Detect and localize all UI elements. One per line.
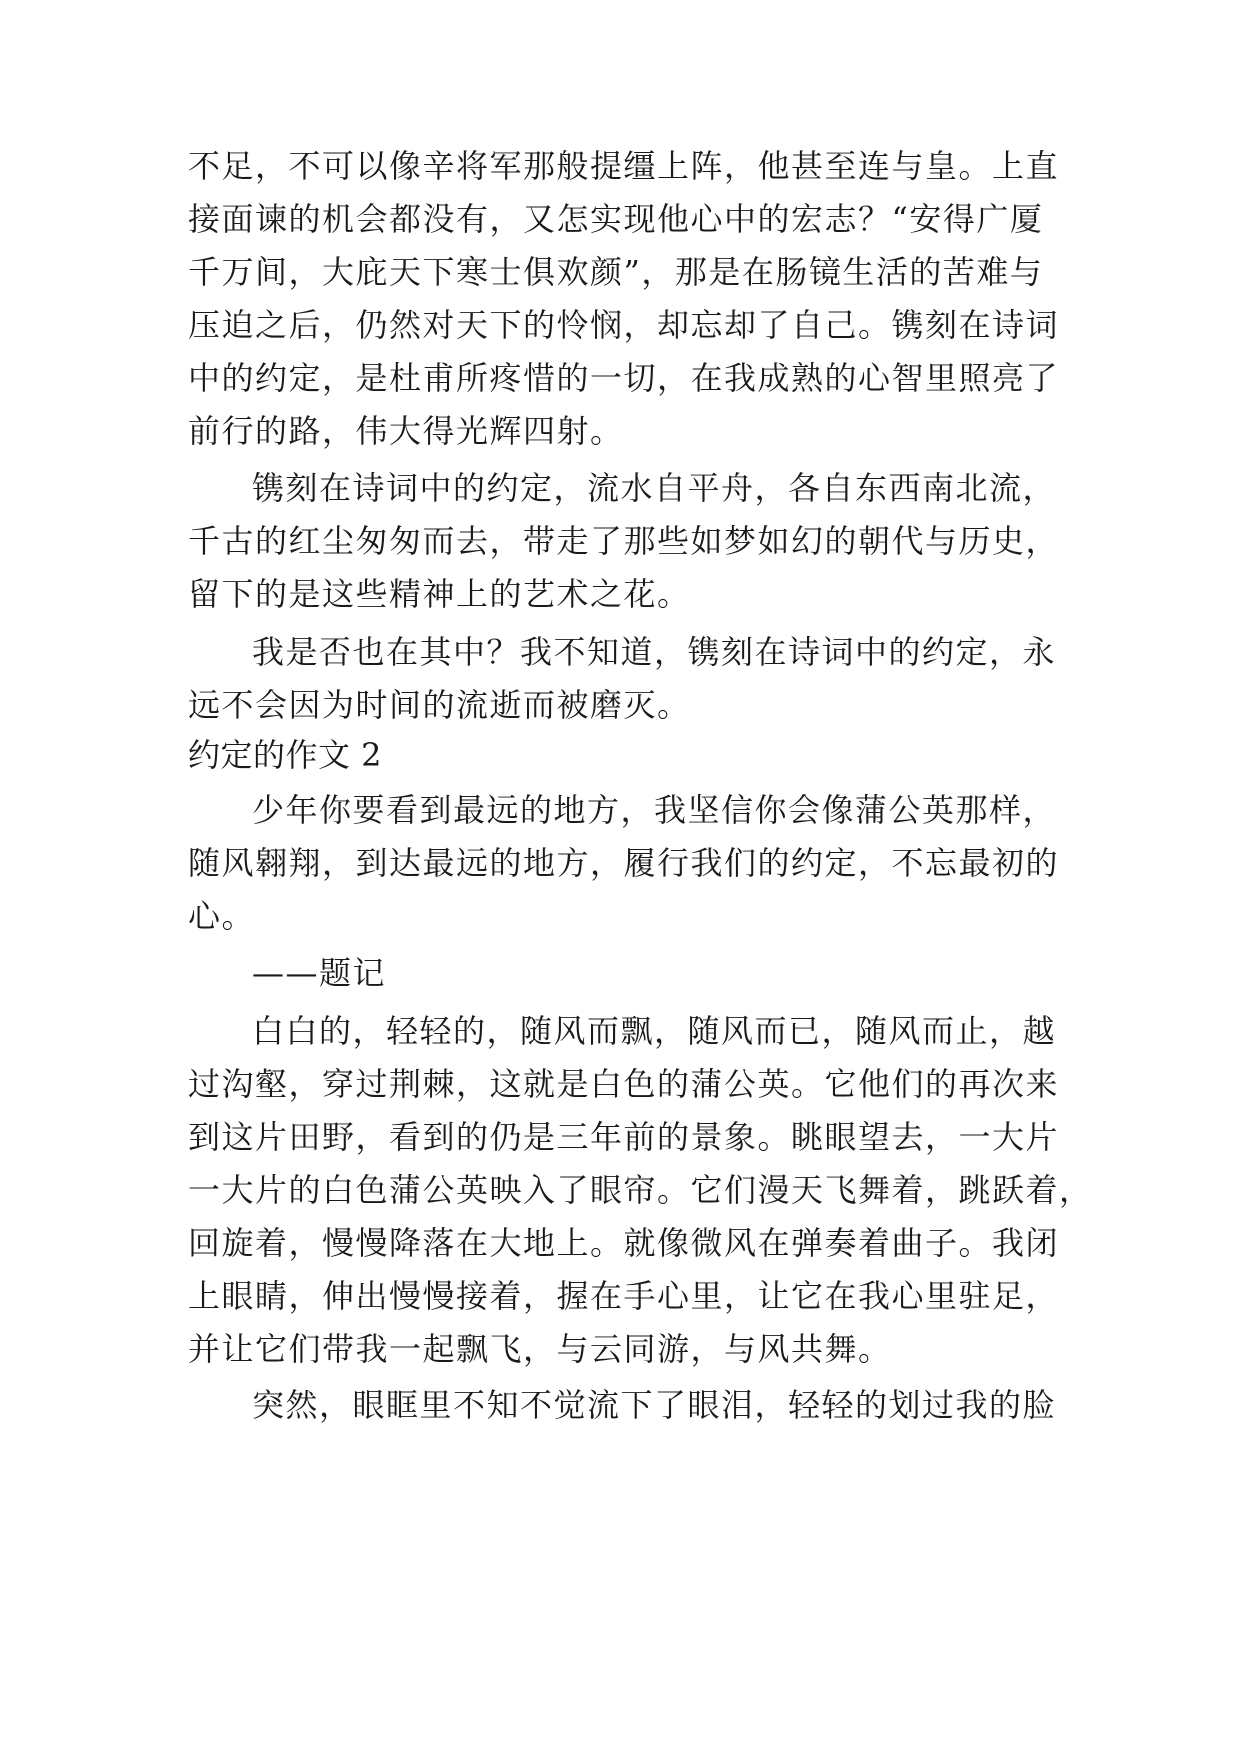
- text-line: 千古的红尘匆匆而去，带走了那些如梦如幻的朝代与历史，: [188, 522, 1060, 560]
- text-line: 白白的，轻轻的，随风而飘，随风而已，随风而止，越: [252, 1012, 1057, 1050]
- text-line: 千万间，大庇天下寒士俱欢颜”，那是在肠镜生活的苦难与: [188, 253, 1044, 291]
- text-line: 少年你要看到最远的地方，我坚信你会像蒲公英那样，: [252, 791, 1057, 829]
- text-line: 心。: [188, 897, 256, 935]
- text-line: 不足，不可以像辛将军那般提缰上阵，他甚至连与皇。上直: [188, 147, 1060, 185]
- text-line: 上眼睛，伸出慢慢接着，握在手心里，让它在我心里驻足，: [188, 1277, 1060, 1315]
- document-page: [188, 0, 1093, 1754]
- text-line: 留下的是这些精神上的艺术之花。: [188, 575, 691, 613]
- text-line: 中的约定，是杜甫所疼惜的一切，在我成熟的心智里照亮了: [188, 359, 1060, 397]
- text-line: 远不会因为时间的流逝而被磨灭。: [188, 686, 691, 724]
- text-line: 过沟壑，穿过荆棘，这就是白色的蒲公英。它他们的再次来: [188, 1065, 1060, 1103]
- section-heading: 约定的作文 2: [188, 736, 383, 774]
- text-line: 到这片田野，看到的仍是三年前的景象。眺眼望去，一大片: [188, 1118, 1060, 1156]
- epigraph-attribution: ——题记: [252, 954, 387, 992]
- text-line: 前行的路，伟大得光辉四射。: [188, 412, 624, 450]
- text-line: 随风翱翔，到达最远的地方，履行我们的约定，不忘最初的: [188, 844, 1060, 882]
- text-line: 突然，眼眶里不知不觉流下了眼泪，轻轻的划过我的脸: [252, 1386, 1057, 1424]
- text-line: 压迫之后，仍然对天下的怜悯，却忘却了自己。镌刻在诗词: [188, 306, 1060, 344]
- text-line: 一大片的白色蒲公英映入了眼帘。它们漫天飞舞着，跳跃着，: [188, 1171, 1093, 1209]
- text-line: 我是否也在其中？我不知道，镌刻在诗词中的约定，永: [252, 633, 1057, 671]
- text-line: 镌刻在诗词中的约定，流水自平舟，各自东西南北流，: [252, 469, 1057, 507]
- text-line: 回旋着，慢慢降落在大地上。就像微风在弹奏着曲子。我闭: [188, 1224, 1060, 1262]
- text-line: 接面谏的机会都没有，又怎实现他心中的宏志？“安得广厦: [188, 200, 1044, 238]
- text-line: 并让它们带我一起飘飞，与云同游，与风共舞。: [188, 1330, 892, 1368]
